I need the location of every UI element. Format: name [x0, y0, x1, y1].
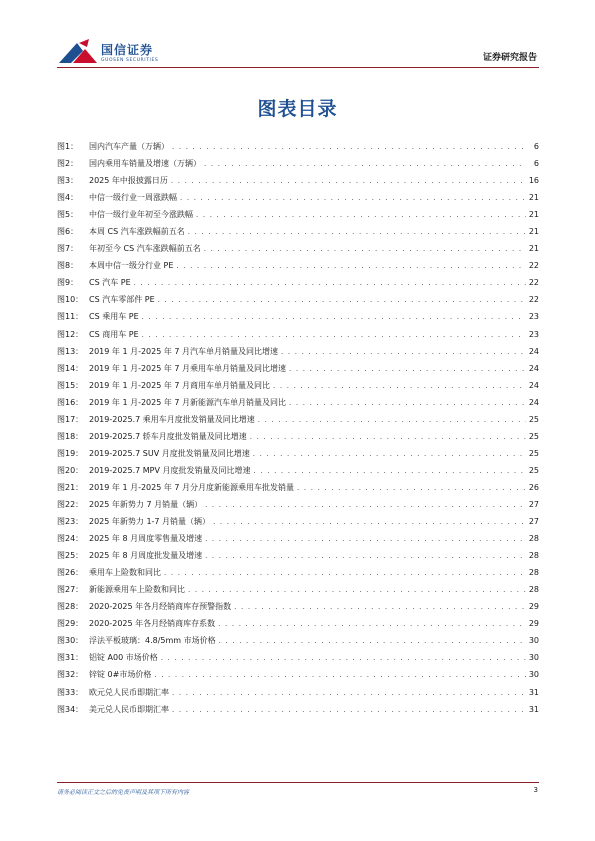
page-header [0, 0, 595, 70]
toc-entry-label: 图31： [57, 653, 84, 663]
toc-entry-leader [172, 139, 526, 156]
toc-entry-label: 图12： [57, 329, 84, 339]
toc-entry-page: 30 [528, 653, 539, 663]
toc-entry[interactable] [57, 598, 539, 615]
toc-entry[interactable] [57, 360, 539, 377]
toc-entry-leader [254, 463, 526, 480]
toc-entry-title: 本周 CS 汽车涨跌幅前五名 [89, 227, 185, 237]
toc-entry-label: 图25： [57, 551, 84, 561]
toc-entry[interactable] [57, 326, 539, 343]
toc-entry-page: 24 [528, 346, 539, 356]
toc-entry-label: 图3： [57, 176, 79, 186]
toc-entry[interactable] [57, 547, 539, 564]
toc-entry[interactable] [57, 462, 539, 479]
footer-disclaimer: 请务必阅读正文之后的免责声明及其项下所有内容 [57, 789, 190, 796]
report-type-label: 证券研究报告 [482, 53, 537, 63]
toc-entry-title: 新能源乘用车上险数和同比 [89, 585, 185, 595]
toc-entry-page: 22 [528, 261, 539, 271]
toc-entry[interactable] [57, 223, 539, 240]
toc-entry-title: 乘用车上险数和同比 [89, 568, 161, 578]
logo-en-text: GUOSEN SECURITIES [101, 58, 159, 63]
toc-entry-label: 图11： [57, 312, 84, 322]
toc-entry[interactable] [57, 632, 539, 649]
header-divider [57, 67, 539, 68]
toc-entry-label: 图10： [57, 295, 84, 305]
toc-entry[interactable] [57, 479, 539, 496]
toc-entry-title: 欧元兑人民币即期汇率 [89, 687, 169, 697]
toc-entry-leader [142, 327, 526, 344]
toc-entry-page: 22 [528, 295, 539, 305]
toc-entry-leader [253, 446, 526, 463]
toc-entry-page: 23 [528, 312, 539, 322]
toc-entry-label: 图4： [57, 193, 79, 203]
toc-entry-page: 21 [528, 227, 539, 237]
toc-entry-page: 27 [528, 499, 539, 509]
toc-entry-leader [281, 344, 526, 361]
toc-entry[interactable] [57, 138, 539, 155]
toc-entry-label: 图14： [57, 363, 84, 373]
guosen-logo-icon [57, 37, 99, 67]
toc-entry-label: 图9： [57, 278, 79, 288]
toc-entry-title: CS 乘用车 PE [89, 312, 139, 322]
toc-entry-label: 图1： [57, 142, 79, 151]
toc-entry-label: 图28： [57, 602, 84, 612]
toc-entry-title: 2025 年 8 月周度批发量及增速 [89, 551, 203, 561]
toc-entry-leader [142, 309, 526, 326]
toc-entry-page: 31 [528, 704, 539, 714]
toc-entry-title: 2025 年 8 月周度零售量及增速 [89, 534, 203, 544]
toc-entry-label: 图6： [57, 227, 79, 237]
toc-entry-title: 2019-2025.7 SUV 月度批发销量及同比增速 [89, 448, 250, 458]
toc-entry-title: 2019-2025.7 乘用车月度批发销量及同比增速 [89, 414, 255, 424]
toc-entry[interactable] [57, 155, 539, 172]
toc-entry-page: 16 [528, 176, 539, 186]
toc-entry-leader [172, 702, 526, 719]
toc-entry-leader [204, 156, 526, 173]
toc-entry-title: 2025 年新势力 1-7 月销量（辆） [89, 517, 211, 527]
toc-entry-title: 年初至今 CS 汽车涨跌幅前五名 [89, 244, 201, 254]
toc-entry-title: 2019-2025.7 MPV 月度批发销量及同比增速 [89, 465, 251, 475]
toc-entry-label: 图2： [57, 159, 79, 169]
toc-entry-title: 2019 年 1 月-2025 年 7 月新能源汽车单月销量及同比 [89, 397, 287, 407]
toc-entry-title: 中信一级行业一周涨跌幅 [89, 193, 177, 203]
toc-entry-title: CS 商用车 PE [89, 329, 139, 339]
toc-entry-leader [188, 224, 526, 241]
toc-entry-label: 图15： [57, 380, 84, 390]
toc-entry-title: 2025 年新势力 7 月销量（辆） [89, 499, 203, 509]
toc-entry-leader [205, 531, 526, 548]
toc-entry[interactable] [57, 377, 539, 394]
toc-entry-label: 图13： [57, 346, 84, 356]
toc-entry-leader [204, 241, 526, 258]
toc-entry-title: 浮法平板玻璃：4.8/5mm 市场价格 [89, 636, 216, 646]
toc-entry-leader [289, 361, 526, 378]
toc-entry-leader [161, 650, 526, 667]
toc-entry-page: 24 [528, 380, 539, 390]
toc-entry-label: 图19： [57, 448, 84, 458]
toc-entry-label: 图24： [57, 534, 84, 544]
toc-entry[interactable] [57, 684, 539, 701]
toc-entry-label: 图30： [57, 636, 84, 646]
toc-entry-leader [188, 582, 526, 599]
toc-entry-title: 锌锭 0#市场价格 [89, 670, 152, 680]
toc-entry[interactable] [57, 257, 539, 274]
toc-entry-title: 本周中信一级分行业 PE [89, 261, 174, 271]
toc-entry-title: 中信一级行业年初至今涨跌幅 [89, 210, 193, 220]
toc-entry-leader [289, 395, 526, 412]
toc-entry-page: 28 [528, 568, 539, 578]
toc-entry-page: 23 [528, 329, 539, 339]
toc-entry-title: 2020-2025 年各月经销商库存预警指数 [89, 602, 232, 612]
toc-entry-page: 21 [528, 193, 539, 203]
toc-entry[interactable] [57, 189, 539, 206]
toc-entry-leader [171, 173, 526, 190]
toc-entry-title: 2019 年 1 月-2025 年 7 月乘用车单月销量及同比增速 [89, 363, 287, 373]
toc-entry-title: 美元兑人民币即期汇率 [89, 704, 169, 714]
toc-entry[interactable] [57, 240, 539, 257]
toc-entry-title: 2019 年 1 月-2025 年 7 月商用车单月销量及同比 [89, 380, 271, 390]
toc-entry-leader [250, 429, 526, 446]
toc-entry-title: 2019 年 1 月-2025 年 7 月汽车单月销量及同比增速 [89, 346, 279, 356]
toc-entry-leader [205, 548, 526, 565]
toc-entry[interactable] [57, 666, 539, 683]
toc-entry-title: 2020-2025 年各月经销商库存系数 [89, 619, 216, 629]
toc-entry-leader [258, 412, 526, 429]
toc-entry[interactable] [57, 411, 539, 428]
toc-entry-label: 图20： [57, 465, 84, 475]
footer-divider [57, 782, 539, 783]
toc-entry-page: 6 [533, 159, 539, 169]
toc-entry-page: 30 [528, 670, 539, 680]
toc-entry-title: CS 汽车零部件 PE [89, 295, 155, 305]
toc-entry-label: 图32： [57, 670, 84, 680]
toc-entry[interactable] [57, 581, 539, 598]
toc-entry-page: 31 [528, 687, 539, 697]
toc-entry-title: 2019 年 1 月-2025 年 7 月分月度新能源乘用车批发销量 [89, 482, 295, 492]
toc-entry-label: 图34： [57, 704, 84, 714]
toc-entry-label: 图22： [57, 499, 84, 509]
toc-entry-page: 24 [528, 363, 539, 373]
toc-entry-page: 21 [528, 244, 539, 254]
toc-entry[interactable] [57, 615, 539, 632]
toc-entry-title: CS 汽车 PE [89, 278, 131, 288]
toc-entry-label: 图26： [57, 568, 84, 578]
toc-entry-leader [180, 190, 526, 207]
toc-entry-page: 25 [528, 414, 539, 424]
logo-cn-text: 国信证券 [101, 43, 154, 57]
toc-entry-page: 29 [528, 602, 539, 612]
toc-entry[interactable] [57, 308, 539, 325]
toc-entry-leader [196, 207, 526, 224]
toc-entry-page: 21 [528, 210, 539, 220]
page-number: 3 [533, 786, 538, 794]
toc-entry-title: 2019-2025.7 轿车月度批发销量及同比增速 [89, 431, 247, 441]
toc-entry[interactable] [57, 343, 539, 360]
toc-entry-title: 2025 年中报披露日历 [89, 176, 168, 186]
toc-entry[interactable] [57, 649, 539, 666]
table-of-figures [57, 138, 539, 718]
toc-entry-page: 28 [528, 585, 539, 595]
toc-entry-page: 26 [528, 482, 539, 492]
toc-entry-leader [158, 292, 526, 309]
toc-entry[interactable] [57, 701, 539, 718]
toc-entry-leader [297, 480, 526, 497]
toc-entry-leader [154, 667, 525, 684]
toc-entry-label: 图18： [57, 431, 84, 441]
toc-entry-label: 图21： [57, 482, 84, 492]
toc-entry-leader [219, 633, 526, 650]
toc-entry[interactable] [57, 394, 539, 411]
toc-entry-page: 27 [528, 517, 539, 527]
toc-entry-page: 25 [528, 431, 539, 441]
toc-entry-leader [234, 599, 526, 616]
toc-entry[interactable] [57, 428, 539, 445]
toc-entry-page: 29 [528, 619, 539, 629]
toc-entry-title: 铝锭 A00 市场价格 [89, 653, 158, 663]
toc-entry-label: 图8： [57, 261, 79, 271]
toc-entry[interactable] [57, 445, 539, 462]
toc-entry-page: 28 [528, 551, 539, 561]
toc-entry-leader [172, 685, 526, 702]
toc-entry-leader [213, 514, 526, 531]
toc-entry[interactable] [57, 206, 539, 223]
toc-entry[interactable] [57, 496, 539, 513]
toc-entry-label: 图33： [57, 687, 84, 697]
toc-entry[interactable] [57, 291, 539, 308]
toc-entry-leader [176, 258, 525, 275]
toc-entry-page: 28 [528, 534, 539, 544]
toc-entry-page: 6 [533, 142, 539, 151]
toc-entry-label: 图7： [57, 244, 79, 254]
toc-entry-label: 图29： [57, 619, 84, 629]
toc-entry[interactable] [57, 564, 539, 581]
toc-entry-page: 25 [528, 465, 539, 475]
guosen-logo [57, 37, 177, 67]
toc-entry[interactable] [57, 513, 539, 530]
toc-entry-label: 图27： [57, 585, 84, 595]
toc-entry-label: 图5： [57, 210, 79, 220]
toc-entry-label: 图17： [57, 414, 84, 424]
toc-entry-leader [205, 497, 526, 514]
toc-entry[interactable] [57, 530, 539, 547]
toc-entry-page: 24 [528, 397, 539, 407]
toc-entry-label: 图16： [57, 397, 84, 407]
page-title: 图表目录 [257, 98, 338, 120]
toc-entry-page: 30 [528, 636, 539, 646]
toc-entry-leader [164, 565, 526, 582]
toc-entry-title: 国内汽车产量（万辆） [89, 142, 169, 151]
toc-entry-page: 25 [528, 448, 539, 458]
toc-entry-leader [134, 275, 526, 292]
toc-entry-page: 22 [528, 278, 539, 288]
toc-entry-title: 国内乘用车销量及增速（万辆） [89, 159, 201, 169]
toc-entry[interactable] [57, 172, 539, 189]
toc-entry-leader [273, 378, 526, 395]
toc-entry-leader [218, 616, 526, 633]
toc-entry[interactable] [57, 274, 539, 291]
toc-entry-label: 图23： [57, 517, 84, 527]
